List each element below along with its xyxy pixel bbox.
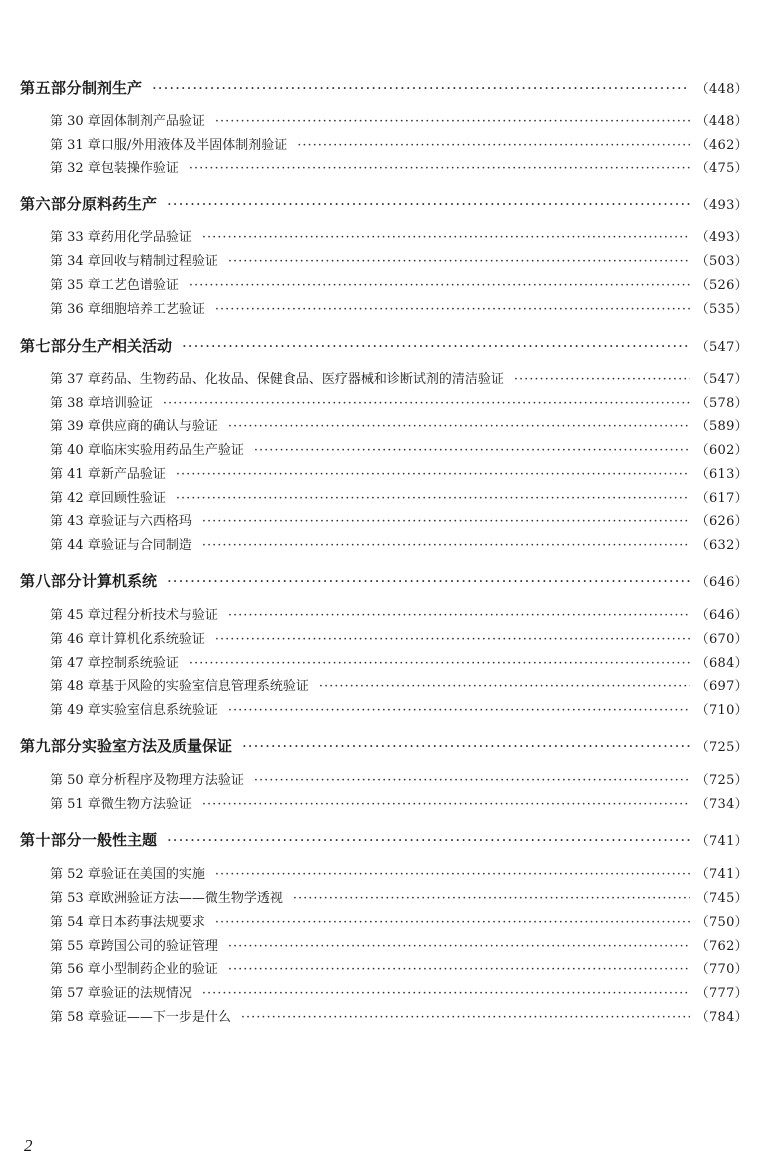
chapter-number: 第 54 章	[50, 915, 101, 930]
page-reference: （710）	[695, 703, 748, 718]
chapter-number: 第 38 章	[50, 396, 101, 411]
part-title: 一般性主题	[82, 831, 158, 849]
chapter-number: 第 52 章	[50, 867, 101, 882]
dot-leader	[189, 654, 690, 674]
dot-leader	[228, 960, 690, 980]
page-reference: （750）	[695, 915, 748, 930]
chapter-title: 验证与六西格玛	[100, 514, 192, 529]
page-reference: （602）	[695, 443, 748, 458]
dot-leader	[254, 771, 690, 791]
toc-chapter-entry	[50, 771, 748, 793]
page-reference: （448）	[695, 82, 748, 97]
toc-chapter-entry	[50, 228, 748, 250]
dot-leader	[215, 300, 690, 320]
chapter-number: 第 34 章	[50, 254, 101, 269]
toc-chapter-entry	[50, 606, 748, 628]
toc-part-entry	[20, 830, 748, 852]
chapter-number: 第 37 章	[50, 372, 101, 387]
part-number: 第十部分	[20, 831, 83, 849]
toc-chapter-entry	[50, 370, 748, 392]
chapter-title: 欧洲验证方法——微生物学透视	[100, 891, 283, 906]
chapter-number: 第 32 章	[50, 161, 101, 176]
toc-chapter-entry	[50, 300, 748, 322]
chapter-number: 第 47 章	[50, 656, 101, 671]
chapter-title: 包装操作验证	[100, 161, 179, 176]
chapter-number: 第 56 章	[50, 962, 101, 977]
chapter-title: 细胞培养工艺验证	[100, 302, 205, 317]
dot-leader	[297, 136, 689, 156]
chapter-number: 第 36 章	[50, 302, 101, 317]
chapter-title: 验证的法规情况	[100, 986, 192, 1001]
page-reference: （535）	[695, 302, 748, 317]
page-reference: （462）	[695, 138, 748, 153]
chapter-title: 日本药事法规要求	[100, 915, 205, 930]
toc-chapter-entry	[50, 984, 748, 1006]
dot-leader	[167, 194, 690, 214]
chapter-number: 第 53 章	[50, 891, 101, 906]
page-reference: （613）	[695, 467, 748, 482]
part-number: 第八部分	[20, 572, 83, 590]
toc-chapter-entry	[50, 1008, 748, 1030]
chapter-number: 第 48 章	[50, 679, 101, 694]
chapter-title: 实验室信息系统验证	[100, 703, 218, 718]
chapter-number: 第 45 章	[50, 608, 101, 623]
page-reference: （632）	[695, 538, 748, 553]
dot-leader	[167, 571, 690, 591]
dot-leader	[228, 701, 690, 721]
part-title: 制剂生产	[82, 79, 143, 97]
toc-chapter-entry	[50, 112, 748, 134]
page-reference: （745）	[695, 891, 748, 906]
page-reference: （697）	[695, 679, 748, 694]
chapter-number: 第 33 章	[50, 230, 101, 245]
page-reference: （646）	[695, 575, 748, 590]
page-reference: （547）	[695, 372, 748, 387]
toc-chapter-entry	[50, 489, 748, 511]
part-title: 生产相关活动	[82, 337, 173, 355]
toc-chapter-entry	[50, 889, 748, 911]
chapter-number: 第 30 章	[50, 114, 101, 129]
page-reference: （475）	[695, 161, 748, 176]
chapter-title: 口服/外用液体及半固体制剂验证	[100, 138, 288, 153]
toc-part-entry	[20, 336, 748, 358]
chapter-number: 第 51 章	[50, 797, 101, 812]
dot-leader	[319, 677, 690, 697]
toc-chapter-entry	[50, 630, 748, 652]
dot-leader	[215, 112, 690, 132]
chapter-title: 验证在美国的实施	[100, 867, 205, 882]
part-title: 计算机系统	[82, 572, 158, 590]
page-reference: （448）	[695, 114, 748, 129]
chapter-number: 第 58 章	[50, 1010, 101, 1025]
chapter-number: 第 50 章	[50, 773, 101, 788]
page-reference: （589）	[695, 419, 748, 434]
toc-chapter-entry	[50, 394, 748, 416]
dot-leader	[189, 159, 690, 179]
dot-leader	[228, 937, 690, 957]
dot-leader	[215, 630, 690, 650]
dot-leader	[228, 252, 690, 272]
chapter-title: 回顾性验证	[100, 491, 166, 506]
chapter-number: 第 41 章	[50, 467, 101, 482]
dot-leader	[152, 78, 690, 98]
page-reference: （547）	[695, 340, 748, 355]
toc-chapter-entry	[50, 654, 748, 676]
chapter-title: 临床实验用药品生产验证	[100, 443, 244, 458]
chapter-title: 验证与合同制造	[100, 538, 192, 553]
dot-leader	[215, 913, 690, 933]
toc-part-entry	[20, 194, 748, 216]
page-reference: （670）	[695, 632, 748, 647]
chapter-number: 第 39 章	[50, 419, 101, 434]
toc-chapter-entry	[50, 417, 748, 439]
dot-leader	[202, 984, 690, 1004]
part-number: 第九部分	[20, 737, 83, 755]
part-number: 第六部分	[20, 195, 83, 213]
toc-chapter-entry	[50, 865, 748, 887]
chapter-number: 第 55 章	[50, 939, 101, 954]
chapter-number: 第 31 章	[50, 138, 101, 153]
dot-leader	[202, 512, 690, 532]
toc-chapter-entry	[50, 441, 748, 463]
chapter-number: 第 46 章	[50, 632, 101, 647]
dot-leader	[242, 736, 690, 756]
page-reference: （741）	[695, 834, 748, 849]
part-title: 原料药生产	[82, 195, 158, 213]
page-reference: （684）	[695, 656, 748, 671]
page-reference: （784）	[695, 1010, 748, 1025]
toc-chapter-entry	[50, 512, 748, 534]
page-number: 2	[24, 1136, 33, 1155]
chapter-number: 第 42 章	[50, 491, 101, 506]
dot-leader	[228, 417, 690, 437]
page-reference: （617）	[695, 491, 748, 506]
toc-chapter-entry	[50, 276, 748, 298]
page-reference: （770）	[695, 962, 748, 977]
dot-leader	[215, 865, 690, 885]
page-reference: （734）	[695, 797, 748, 812]
page-reference: （493）	[695, 198, 748, 213]
toc-chapter-entry	[50, 677, 748, 699]
chapter-title: 药品、生物药品、化妆品、保健食品、医疗器械和诊断试剂的清洁验证	[100, 372, 504, 387]
toc-chapter-entry	[50, 795, 748, 817]
page-reference: （777）	[695, 986, 748, 1001]
part-number: 第五部分	[20, 79, 83, 97]
dot-leader	[241, 1008, 690, 1028]
chapter-title: 控制系统验证	[100, 656, 179, 671]
chapter-number: 第 49 章	[50, 703, 101, 718]
chapter-title: 回收与精制过程验证	[100, 254, 218, 269]
chapter-title: 计算机化系统验证	[100, 632, 205, 647]
chapter-title: 药用化学品验证	[100, 230, 192, 245]
dot-leader	[167, 830, 690, 850]
chapter-title: 供应商的确认与验证	[100, 419, 218, 434]
chapter-title: 微生物方法验证	[100, 797, 192, 812]
chapter-title: 验证——下一步是什么	[100, 1010, 231, 1025]
chapter-title: 分析程序及物理方法验证	[100, 773, 244, 788]
page-reference: （741）	[695, 867, 748, 882]
toc-chapter-entry	[50, 960, 748, 982]
toc-part-entry	[20, 78, 748, 100]
toc-chapter-entry	[50, 913, 748, 935]
dot-leader	[182, 336, 690, 356]
chapter-title: 培训验证	[100, 396, 153, 411]
dot-leader	[202, 228, 690, 248]
chapter-title: 工艺色谱验证	[100, 278, 179, 293]
chapter-title: 小型制药企业的验证	[100, 962, 218, 977]
page-reference: （626）	[695, 514, 748, 529]
chapter-title: 新产品验证	[100, 467, 166, 482]
toc-chapter-entry	[50, 159, 748, 181]
toc-chapter-entry	[50, 465, 748, 487]
dot-leader	[254, 441, 690, 461]
toc-chapter-entry	[50, 136, 748, 158]
page-reference: （646）	[695, 608, 748, 623]
chapter-number: 第 57 章	[50, 986, 101, 1001]
part-number: 第七部分	[20, 337, 83, 355]
page-reference: （725）	[695, 773, 748, 788]
toc-chapter-entry	[50, 252, 748, 274]
dot-leader	[176, 489, 690, 509]
dot-leader	[176, 465, 690, 485]
dot-leader	[202, 795, 690, 815]
toc-chapter-entry	[50, 937, 748, 959]
page-reference: （725）	[695, 740, 748, 755]
chapter-title: 基于风险的实验室信息管理系统验证	[100, 679, 309, 694]
chapter-title: 跨国公司的验证管理	[100, 939, 218, 954]
dot-leader	[293, 889, 690, 909]
dot-leader	[228, 606, 690, 626]
dot-leader	[189, 276, 690, 296]
part-title: 实验室方法及质量保证	[82, 737, 233, 755]
page-reference: （493）	[695, 230, 748, 245]
toc-chapter-entry	[50, 701, 748, 723]
chapter-number: 第 43 章	[50, 514, 101, 529]
page-reference: （762）	[695, 939, 748, 954]
page-reference: （526）	[695, 278, 748, 293]
toc-chapter-entry	[50, 536, 748, 558]
chapter-number: 第 40 章	[50, 443, 101, 458]
chapter-title: 固体制剂产品验证	[100, 114, 205, 129]
chapter-number: 第 35 章	[50, 278, 101, 293]
toc-part-entry	[20, 571, 748, 593]
page-reference: （503）	[695, 254, 748, 269]
dot-leader	[514, 370, 690, 390]
chapter-title: 过程分析技术与验证	[100, 608, 218, 623]
dot-leader	[202, 536, 690, 556]
page-reference: （578）	[695, 396, 748, 411]
toc-part-entry	[20, 736, 748, 758]
chapter-number: 第 44 章	[50, 538, 101, 553]
dot-leader	[163, 394, 690, 414]
